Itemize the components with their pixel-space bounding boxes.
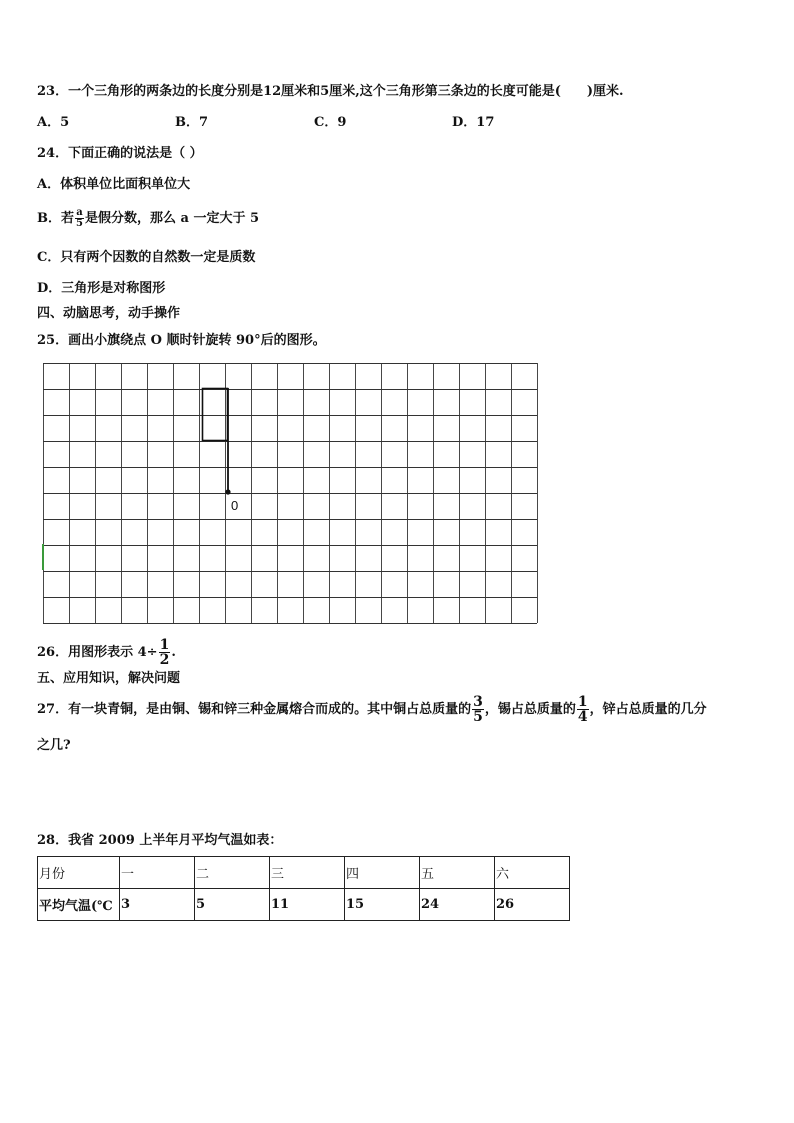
section-4-heading: 四、动脑思考，动手操作 [37,306,181,321]
q23-option-c: C．9 [314,115,347,130]
q27-fraction-tin [577,695,589,724]
q23-option-a: A．5 [37,115,70,130]
q27-text-line2: 之几? [37,738,71,753]
q27-part2: ，锡占总质量的 [484,702,576,717]
table-cell: 六 [495,857,570,889]
q26-prefix: 26．用图形表示 4÷ [37,645,158,660]
section-5-heading: 五、应用知识，解决问题 [37,671,181,686]
q23-text: 23．一个三角形的两条边的长度分别是12厘米和5厘米,这个三角形第三条边的长度可能是( )厘米. [37,84,624,99]
q24-option-d: D．三角形是对称图形 [37,281,166,296]
q23-option-b: B．7 [175,115,209,130]
q27-fraction-copper-denominator: 5 [473,709,483,725]
flag-shape [203,389,228,441]
grid-lines [43,363,538,624]
table-cell: 一 [120,857,195,889]
table-cell: 3 [120,889,195,921]
table-cell: 24 [420,889,495,921]
table-cell: 11 [270,889,345,921]
q24-option-b-suffix: 是假分数，那么 a 一定大于 5 [84,211,260,226]
q27-fraction-copper-numerator: 3 [473,694,483,710]
q26-fraction-numerator: 1 [159,637,170,653]
q27-part3: ，锌占总质量的几分 [589,702,707,717]
temperature-table [37,856,570,921]
table-cell: 三 [270,857,345,889]
q25-text: 25．画出小旗绕点 O 顺时针旋转 90°后的图形。 [37,333,326,348]
q26-text [37,638,176,667]
point-o [225,489,230,494]
table-cell: 26 [495,889,570,921]
table-cell: 四 [345,857,420,889]
q24-option-a: A．体积单位比面积单位大 [37,177,191,192]
q24-fraction-numerator: a [76,207,83,218]
table-cell: 平均气温(℃ [38,889,120,921]
q28-text: 28．我省 2009 上半年月平均气温如表： [37,833,283,848]
q26-fraction-denominator: 2 [159,652,170,668]
q27-fraction-copper [472,695,484,724]
q23-option-d: D．17 [452,115,495,130]
q26-fraction [159,638,171,667]
q24-option-c: C．只有两个因数的自然数一定是质数 [37,250,256,265]
table-cell: 二 [195,857,270,889]
table-cell: 月份 [38,857,120,889]
q24-option-b-prefix: B．若 [37,211,74,226]
q24-fraction-denominator: 5 [76,218,83,229]
q27-text [37,692,707,728]
q27-fraction-tin-denominator: 4 [577,709,588,725]
table-row [38,889,570,921]
table-cell: 5 [195,889,270,921]
q27-part1: 27．有一块青铜，是由铜、锡和锌三种金属熔合而成的。其中铜占总质量的 [37,702,472,717]
table-cell: 15 [345,889,420,921]
table-row [38,857,570,889]
q27-fraction-tin-numerator: 1 [577,694,588,710]
q24-stem: 24．下面正确的说法是（ ） [37,146,203,161]
point-o-label: 0 [231,498,239,513]
q26-suffix: . [171,645,176,660]
table-cell: 五 [420,857,495,889]
